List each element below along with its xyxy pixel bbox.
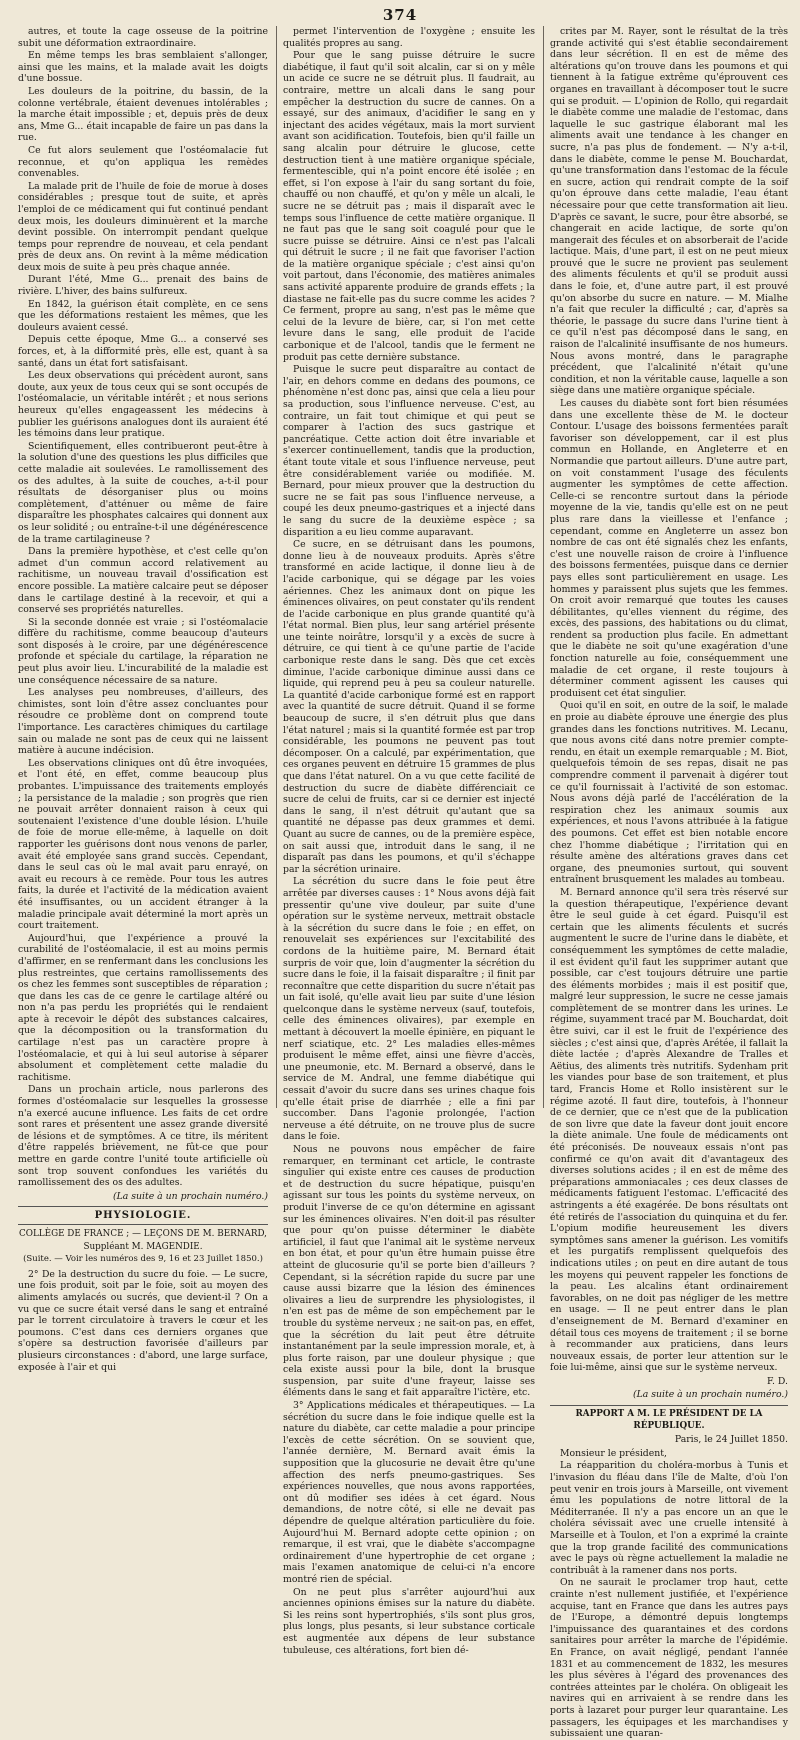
paragraph: La réapparition du choléra-morbus à Tunis et l'invasion du fléau dans l'île de Malte, d'où l'on peut venir en trois jours à Marseille, ont vivement ému les populations de notre littoral de la Méditerranée. Il n'y a pas encore un an que le choléra sévissait avec une cruelle intensité à Marseille et à Toulon, et l'on a exprimé la crainte que la trop grande facilité des communications avec le pays où règne actuellement la maladie ne contribuât à la ramener dans nos ports. <box>550 1460 788 1576</box>
paragraph: Dans la première hypothèse, et c'est celle qu'on admet d'un commun accord relativement au rachitisme, un nouveau travail d'ossification est encore possible. La matière calcaire peut se déposer dans le cartilage destiné à la recevoir, et qui a conservé ses propriétés naturelles. <box>18 546 268 616</box>
paragraph: Depuis cette époque, Mme G... a conservé ses forces, et, à la difformité près, elle est, quant à sa santé, dans un état fort satisfaisant. <box>18 334 268 369</box>
paragraph: Dans un prochain article, nous parlerons des formes d'ostéomalacie sur lesquelles la grossesse n'a exercé aucune influence. Les faits de cet ordre sont rares et présentent une assez grande diversité de lésions et de symptômes. A ce titre, ils méritent d'être rappelés brièvement, ne fût-ce que pour mettre en garde contre l'unité toute artificielle où sont trop souvent confondues les variétés du ramollissement des os des adultes. <box>18 1084 268 1189</box>
paragraph: Quoi qu'il en soit, en outre de la soif, le malade en proie au diabète éprouve une énergie des plus grandes dans les fonctions nutritives. M. Lecanu, que nous avons cité dans notre premier compte-rendu, en était un exemple remarquable ; M. Biot, quelquefois témoin de ses repas, disait ne pas comprendre comment il parvenait à digérer tout ce qu'il fournissait à l'activité de son estomac. Nous avons déjà parlé de l'accélération de la respiration chez les animaux soumis aux expériences, et nous l'avons attribuée à la fatigue des poumons. Cet effet est bien notable encore chez l'homme diabétique ; l'irritation qui en résulte amène des altérations graves dans cet organe, des pneumonies surtout, qui souvent entraînent brusquement les malades au tombeau. <box>550 700 788 886</box>
paragraph: crites par M. Rayer, sont le résultat de la très grande activité qui s'est établie secondairement dans leur sécrétion. Il en est de même des altérations qu'on trouve dans les poumons et qui tiennent à la fatigue extrême qu'éprouvent ces organes en travaillant à décomposer tout le sucre qui se produit. — L'opinion de Rollo, qui regardait le diabète comme une maladie de l'estomac, dans laquelle le suc gastrique élaborant mal les aliments avait une tendance à les changer en sucre, n'a pas plus de fondement. — N'y a-t-il, dans le diabète, comme le pense M. Bouchardat, qu'une transformation dans l'estomac de la fécule en sucre, action qui rendrait compte de la soif qu'on éprouve dans cette maladie, l'eau étant nécessaire pour que cette transformation ait lieu. D'après ce savant, le sucre, pour être absorbé, se changerait en acide lactique, de sorte qu'on mangerait des fécules et on absorberait de l'acide lactique. Mais, d'une part, il est on ne peut mieux prouvé que le sucre ne provient pas seulement des aliments féculents et qu'il se produit aussi dans le foie, et, d'une autre part, il est prouvé qu'on absorbe du sucre en nature. — M. Mialhe n'a fait que reculer la difficulté ; car, d'après sa théorie, le passage du sucre dans l'urine tient à ce qu'il n'est pas décomposé dans le sang, en raison de l'alcalinité insuffisante de nos humeurs. Nous avons montré, dans le paragraphe précédent, que l'alcalinité n'était qu'une condition, et non la véritable cause, laquelle a son siège dans une matière organique spéciale. <box>550 26 788 397</box>
course-title: COLLÈGE DE FRANCE ; — LEÇONS DE M. BERNARD, <box>19 1228 267 1239</box>
column-2 <box>283 26 535 1656</box>
paragraph: Les douleurs de la poitrine, du bassin, de la colonne vertébrale, étaient devenues intolérables ; la marche était impossible ; et, depuis près de deux ans, Mme G... était incapable de faire un pas dans la rue. <box>18 85 268 144</box>
report-date: Paris, le 24 Juillet 1850. <box>674 1434 788 1446</box>
paragraph: Aujourd'hui, que l'expérience a prouvé la curabilité de l'ostéomalacie, il est au moins permis d'affirmer, en se renfermant dans les conclusions les plus restreintes, que certains ramollissements des os chez les femmes sont susceptibles de réparation ; que dans les cas de ce genre le cartilage altéré ou non n'a pas perdu les propriétés qui le rendaient apte à recevoir le dépôt des substances calcaires, que la décomposition ou la transformation du cartilage n'est pas un caractère propre à l'ostéomalacie, et qui à lui seul autorise à séparer absolument et complètement cette maladie du rachitisme. <box>18 932 268 1083</box>
paragraph: La sécrétion du sucre dans le foie peut être arrêtée par diverses causes : 1° Nous avons déjà fait pressentir qu'une vive douleur, par suite d'une opération sur le système nerveux, mettrait obstacle à la sécrétion du sucre dans le foie ; en effet, on renouvelait ses expériences sur l'excitabilité des cordons de la huitième paire, M. Bernard était surpris de voir que, loin d'augmenter la sécrétion du sucre dans le foie, il la faisait disparaître ; il finit par reconnaître que cette disparition du sucre n'était pas un fait isolé, qu'elle avait lieu par suite d'une lésion quelconque dans le système nerveux (sauf, toutefois, celle des éminences olivaires), par exemple en mettant à découvert la moelle épinière, en piquant le nerf sciatique, etc. 2° Les maladies elles-mêmes produisent le même effet, ainsi une fièvre d'accès, une pneumonie, etc. M. Bernard a observé, dans le service de M. Andral, une femme diabétique qui cessait d'avoir du sucre dans ses urines chaque fois qu'elle était prise de diarrhée ; elle a fini par succomber. Dans l'agonie prolongée, l'action nerveuse a été détruite, on ne trouve plus de sucre dans le foie. <box>283 876 535 1143</box>
paragraph: Puisque le sucre peut disparaître au contact de l'air, en dehors comme en dedans des poumons, ce phénomène n'est donc pas, ainsi que cela a lieu pour sa production, sous l'influence nerveuse. C'est, au contraire, un fait tout chimique et qui peut se comparer à l'action des sucs gastrique et pancréatique. Cette action doit être invariable et s'exercer continuellement, tandis que la production, étant toute vitale et sous l'influence nerveuse, peut être considérablement variée ou modifiée. M. Bernard, pour mieux prouver que la destruction du sucre ne se fait pas sous l'influence nerveuse, a coupé les deux pneumo-gastriques et a injecté dans le sang du sucre de la deuxième espèce ; sa disparition a eu lieu comme auparavant. <box>283 364 535 538</box>
column-divider-2 <box>543 26 544 1108</box>
col1-paragraphs <box>18 26 268 1189</box>
course-reference: (Suite. — Voir les numéros des 9, 16 et 23 Juillet 1850.) <box>23 1254 263 1265</box>
section-divider <box>18 1206 268 1207</box>
paragraph: Les causes du diabète sont fort bien résumées dans une excellente thèse de M. le docteur Contour. L'usage des boissons fermentées paraît favoriser son développement, car il est plus commun en Hollande, en Angleterre et en Normandie que partout ailleurs. D'une autre part, on voit constamment l'usage des féculents augmenter les symptômes de cette affection. Celle-ci se rencontre surtout dans la période moyenne de la vie, tandis qu'elle est on ne peut plus rare dans la vieillesse et l'enfance ; cependant, comme en Angleterre un assez bon nombre de cas ont été signalés chez les enfants, c'est une nouvelle raison de croire à l'influence des boissons fermentées, puisque dans ce dernier pays elles sont particulièrement en usage. Les hommes y paraissent plus sujets que les femmes. On croit avoir remarqué que toutes les causes débilitantes, qu'elles viennent du régime, des excès, des passions, des habitations ou du climat, rendent sa production plus facile. En admettant que le diabète ne soit qu'une exagération d'une fonction naturelle au foie, conséquemment une maladie de cet organe, il reste toujours à déterminer comment agissent les causes qui produisent cet état singulier. <box>550 398 788 699</box>
paragraph: En 1842, la guérison était complète, en ce sens que les déformations restaient les mêmes, que les douleurs avaient cessé. <box>18 298 268 333</box>
section-divider <box>18 1224 268 1225</box>
column-3 <box>550 26 788 1740</box>
course-subtitle: Suppléant M. MAGENDIE. <box>83 1241 203 1252</box>
paragraph: La malade prit de l'huile de foie de morue à doses considérables ; presque tout de suite, et après l'emploi de ce médicament qui fut continué pendant deux mois, les douleurs diminuèrent et la marche devint possible. On interrompit pendant quelque temps pour reprendre de nouveau, et cela pendant près de deux ans. On revint à la même médication deux mois de suite à peu près chaque année. <box>18 180 268 273</box>
paragraph: Nous ne pouvons nous empêcher de faire remarquer, en terminant cet article, le contraste singulier qui existe entre ces causes de production et de destruction du sucre hépatique, puisqu'en agissant sur tous les points du système nerveux, on produit l'inverse de ce qu'on détermine en agissant sur les éminences olivaires. N'en doit-il pas résulter que pour qu'on puisse déterminer le diabète artificiel, il faut que l'animal ait le système nerveux en bon état, et pour qu'un être humain puisse être atteint de glucosurie qu'il se porte bien d'ailleurs ? Cependant, si la sécrétion rapide du sucre par une cause aussi bizarre que la lésion des éminences olivaires a lieu de surprendre les physiologistes, il n'en est pas de même de son empêchement par le trouble du système nerveux ; ne sait-on pas, en effet, que la sécrétion du lait peut être détruite instantanément par la seule impression morale, et, à plus forte raison, par une douleur physique ; que cela existe aussi pour la bile, dont la brusque suspension, par suite d'une frayeur, laisse ses éléments dans le sang et fait apparaître l'ictère, etc. <box>283 1144 535 1399</box>
page-number: 374 <box>382 6 418 24</box>
paragraph: Les deux observations qui précèdent auront, sans doute, aux yeux de tous ceux qui se sont occupés de l'ostéomalacie, un véritable intérêt ; et nous serions heureux qu'elles engageassent les médecins à publier les guérisons analogues dont ils auraient été les témoins dans leur pratique. <box>18 370 268 440</box>
paragraph: Scientifiquement, elles contribueront peut-être à la solution d'une des questions les plus difficiles que cette maladie ait soulevées. Le ramollissement des os des adultes, à la suite de couches, a-t-il pour résultats de désorganiser plus ou moins complètement, d'atténuer ou même de faire disparaître les phosphates calcaires qui donnent aux os leur solidité ; ou entraîne-t-il une dégénérescence de la trame cartilagineuse ? <box>18 440 268 545</box>
paragraph: Les analyses peu nombreuses, d'ailleurs, des chimistes, sont loin d'être assez concluantes pour résoudre ce problème dont on comprend toute l'importance. Les caractères chimiques du cartilage sain ou malade ne sont pas de ceux qui ne laissent matière à aucune indécision. <box>18 687 268 757</box>
paragraph: Si la seconde donnée est vraie ; si l'ostéomalacie diffère du rachitisme, comme beaucoup d'auteurs sont disposés à le croire, par une dégénérescence profonde et spéciale du cartilage, la réparation ne peut plus avoir lieu. L'incurabilité de la maladie est une conséquence nécessaire de sa nature. <box>18 616 268 686</box>
paragraph: Durant l'été, Mme G... prenait des bains de rivière. L'hiver, des bains sulfureux. <box>18 274 268 298</box>
paragraph: permet l'intervention de l'oxygène ; ensuite les qualités propres au sang. <box>283 26 535 49</box>
author-signature: F. D. <box>767 1375 788 1387</box>
paragraph: 2° De la destruction du sucre du foie. — Le sucre, une fois produit, soit par le foie, soit au moyen des aliments amylacés ou sucrés, que devient-il ? On a vu que ce sucre était versé dans le sang et entraîné par le torrent circulatoire à travers le cœur et les poumons. C'est dans ces derniers organes que s'opère sa destruction favorisée d'ailleurs par plusieurs circonstances : d'abord, une large surface, exposée à l'air et qui <box>18 1268 268 1373</box>
section-divider <box>550 1405 788 1406</box>
paragraph: M. Bernard annonce qu'il sera très réservé sur la question thérapeutique, l'expérience devant être le seul guide à cet égard. Puisqu'il est certain que les aliments féculents et sucrés augmentent le sucre de l'urine dans le diabète, et conséquemment les symptômes de cette maladie, il est évident qu'il faut les supprimer autant que possible, car c'est toujours détruire une partie des éléments morbides ; mais il est positif que, malgré leur suppression, le sucre ne cesse jamais complètement de se montrer dans les urines. Le régime, suyamment tracé par M. Bouchardat, doit être suivi, car il est le fruit de l'expérience des siècles ; c'est ainsi que, d'après Arétée, il fallait la diète lactée ; d'après Alexandre de Tralles et Aëtius, des aliments très nutritifs. Sydenham prit les viandes pour base de son traitement, et plus tard, Francis Home et Rollo insistèrent sur le régime azoté. Il faut dire, toutefois, à l'honneur de ce dernier, que ce n'est que de la publication de son livre que date la faveur dont jouit encore la diète animale. Une foule de médicaments ont été préconisés. De nouveaux essais n'ont pas confirmé ce qu'on avait dit d'avantageux des diverses solutions acides ; il en est de même des préparations ammoniacales ; ces deux classes de médicaments fatiguent l'estomac. L'efficacité des astringents a été exagérée. De bons résultats ont été retirés de l'association du quinquina et du fer. L'opium modifie heureusement les divers symptômes sans amener la guérison. Les vomitifs et les purgatifs remplissent quelquefois des indications utiles ; on peut en dire autant de tous les moyens qui peuvent rappeler les fonctions de la peau. Les alcalins étant ordinairement favorables, on ne doit pas négliger de les mettre en usage. — Il ne peut entrer dans le plan d'enseignement de M. Bernard d'examiner en détail tous ces moyens de traitement ; il se borne à recommander aux praticiens, dans leurs nouveaux essais, de porter leur attention sur le foie lui-même, ainsi que sur le système nerveux. <box>550 886 788 1374</box>
paragraph: Ce fut alors seulement que l'ostéomalacie fut reconnue, et qu'on appliqua les remèdes convenables. <box>18 144 268 180</box>
paragraph: On ne saurait le proclamer trop haut, cette crainte n'est nullement justifiée, et l'expérience acquise, tant en France que dans les autres pays de l'Europe, a démontré depuis longtemps l'impuissance des quarantaines et des cordons sanitaires pour arrêter la marche de l'épidémie. En France, on avait négligé, pendant l'année 1831 et au commencement de 1832, les mesures les plus sévères à l'égard des provenances des contrées atteintes par le choléra. On obligeait les navires qui en arrivaient à se rendre dans les ports à lazaret pour purger leur quarantaine. Les passagers, les équipages et les marchandises y subissaient une quaran- <box>550 1577 788 1740</box>
continuation-note: (La suite à un prochain numéro.) <box>112 1190 268 1202</box>
column-1 <box>18 26 268 1373</box>
paragraph: En même temps les bras semblaient s'allonger, ainsi que les mains, et la malade avait les doigts d'une bossue. <box>18 50 268 85</box>
section-title: PHYSIOLOGIE. <box>94 1210 192 1222</box>
report-title: RAPPORT A M. LE PRÉSIDENT DE LA RÉPUBLIQUE. <box>575 1409 763 1431</box>
column-divider-1 <box>276 26 277 1108</box>
report-greeting: Monsieur le président, <box>560 1447 667 1459</box>
paragraph: Pour que le sang puisse détruire le sucre diabétique, il faut qu'il soit alcalin, car si on y mêle un acide ce sucre ne se détruit plus. Il faudrait, au contraire, mettre un alcali dans le sang pour empêcher la destruction du sucre de cannes. On a essayé, sur des animaux, d'acidifier le sang en y injectant des acides végétaux, mais la mort survient avant son acidification. Toutefois, bien qu'il faille un sang alcalin pour détruire le glucose, cette destruction tient à une matière organique spéciale, fermentescible, qui n'a point encore été isolée ; en effet, si l'on expose à l'air du sang sortant du foie, chauffé ou non chauffé, et qu'on y mêle un alcali, le sucre ne se détruit pas ; mais il disparaît avec le temps sous l'influence de cette matière organique. Il ne faut pas que le sang soit coagulé pour que le sucre puisse se détruire. Ainsi ce n'est pas l'alcali qui détruit le sucre ; il ne fait que favoriser l'action de la matière organique spéciale ; c'est ainsi qu'on voit partout, dans l'économie, des matières animales sans activité apparente produire de grands effets ; la diastase ne fait-elle pas du sucre comme les acides ? Ce ferment, propre au sang, n'est pas le même que celui de la levure de bière, car, si l'on met cette levure dans le sang, elle produit de l'acide carbonique et de l'alcool, tandis que le ferment ne produit pas cette dernière substance. <box>283 50 535 363</box>
paragraph: Les observations cliniques ont dû être invoquées, et l'ont été, en effet, comme beaucoup plus probantes. L'impuissance des traitements employés ; la persistance de la maladie ; son progrès que rien ne pouvait arrêter donnaient raison à ceux qui soutenaient l'existence d'une double lésion. L'huile de foie de morue elle-même, à laquelle on doit rapporter les guérisons dont nous venons de parler, avait été employée sans grand succès. Cependant, dans le seul cas où le mal avait paru enrayé, on avait eu recours à ce remède. Pour tous les autres faits, la durée et l'activité de la médication avaient été insuffisantes, ou un accident étranger à la maladie principale avait déterminé la mort après un court traitement. <box>18 757 268 932</box>
paragraph: On ne peut plus s'arrêter aujourd'hui aux anciennes opinions émises sur la nature du diabète. Si les reins sont hypertrophiés, s'ils sont plus gros, plus longs, plus pesants, si leur substance corticale est augmentée aux dépens de leur substance tubuleuse, ces altérations, fort bien dé- <box>283 1586 535 1656</box>
paragraph: Ce sucre, en se détruisant dans les poumons, donne lieu à de nouveaux produits. Après s'être transformé en acide lactique, il donne lieu à de l'acide carbonique, qui se dégage par les voies aériennes. Chez les animaux dont on pique les éminences olivaires, on peut constater qu'ils rendent de l'acide carbonique en plus grande quantité qu'à l'état normal. Bien plus, leur sang artériel présente une teinte noirâtre, lorsqu'il y a excès de sucre à détruire, ce qui tient à ce qu'une partie de l'acide carbonique reste dans le sang. Dès que cet excès diminue, l'acide carbonique diminue aussi dans ce liquide, qui reprend peu à peu sa couleur naturelle. La quantité d'acide carbonique formé est en rapport avec la quantité de sucre détruit. Quand il se forme beaucoup de sucre, il s'en détruit plus que dans l'état naturel ; mais si la quantité formée est par trop considérable, les poumons ne peuvent pas tout décomposer. On a calculé, par expérimentation, que ces organes peuvent en détruire 15 grammes de plus que dans l'état naturel. On a vu que cette facilité de destruction du sucre de diabète différenciait ce sucre de celui de fruits, car si ce dernier est injecté dans le sang, il n'est détruit qu'autant que sa quantité ne dépasse pas deux grammes et demi. Quant au sucre de cannes, ou de la première espèce, on sait aussi que, introduit dans le sang, il ne disparaît pas dans les poumons, et qu'il s'échappe par la sécrétion urinaire. <box>283 539 535 875</box>
paragraph: 3° Applications médicales et thérapeutiques. — La sécrétion du sucre dans le foie indique quelle est la nature du diabète, car cette maladie a pour principe l'excès de cette sécrétion. On se souvient que, l'année dernière, M. Bernard avait émis la supposition que la glucosurie ne devait être qu'une affection des nerfs pneumo-gastriques. Ses expériences nouvelles, que nous avons rapportées, ont dû modifier ses idées à cet égard. Nous demandions, de notre côté, si elle ne devait pas dépendre de quelque altération particulière du foie. Aujourd'hui M. Bernard adopte cette opinion ; on remarque, il est vrai, que le diabète s'accompagne ordinairement d'une hypertrophie de cet organe ; mais l'examen anatomique de celui-ci n'a encore montré rien de spécial. <box>283 1400 535 1585</box>
continuation-note: (La suite à un prochain numéro.) <box>632 1389 788 1401</box>
paragraph: autres, et toute la cage osseuse de la poitrine subit une déformation extraordinaire. <box>18 26 268 49</box>
